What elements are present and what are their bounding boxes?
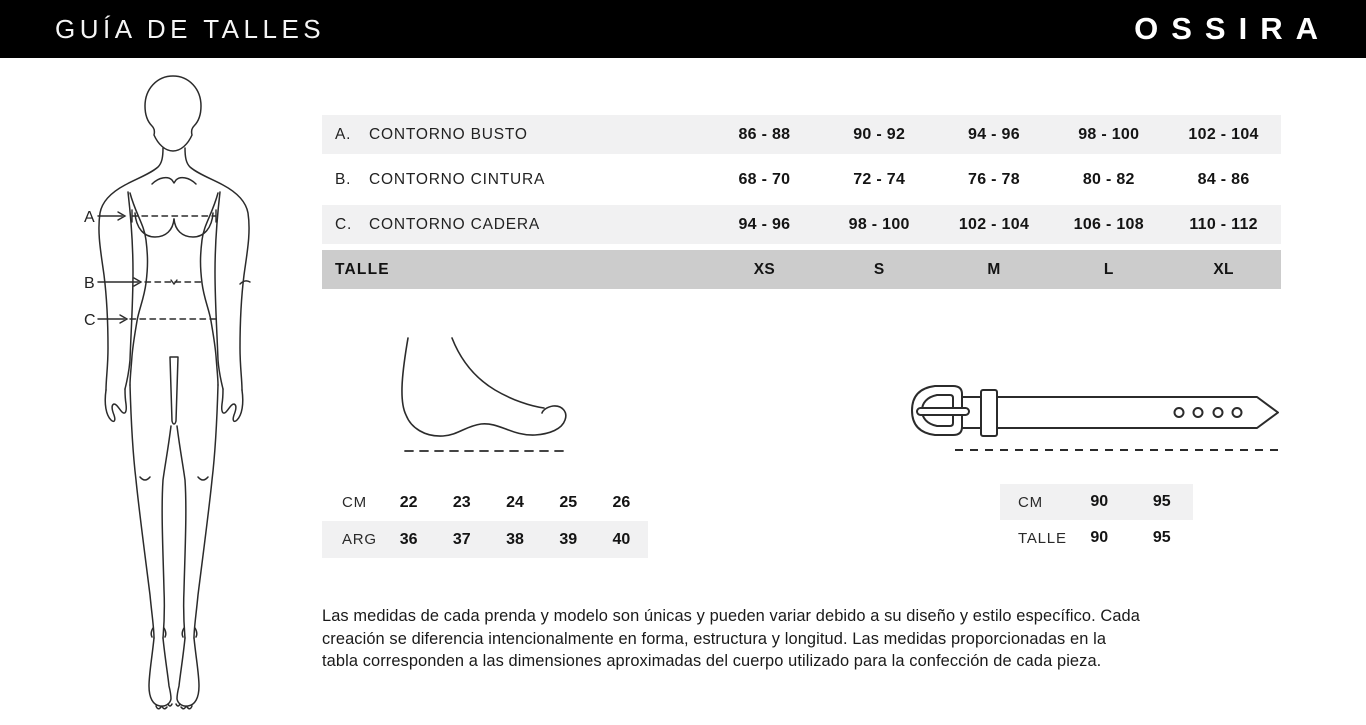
cell-value: 102 - 104 <box>1188 125 1259 143</box>
cell-value: 95 <box>1152 493 1171 510</box>
shoe-size-table <box>322 484 648 558</box>
belt-hole <box>1175 408 1184 417</box>
row-label: TALLE <box>1018 529 1067 547</box>
cell-value: 76 - 78 <box>968 170 1020 188</box>
cell-value: 68 - 70 <box>738 170 791 188</box>
disclaimer-line: tabla corresponden a las dimensiones aproximadas del cuerpo utilizado para la confección de cada pieza. <box>322 652 1102 670</box>
cell-value: 90 - 92 <box>853 125 906 143</box>
size-cell: XL <box>1213 260 1234 278</box>
shoe-row-arg <box>322 521 648 558</box>
cell-value: 95 <box>1152 529 1171 546</box>
belt-hole <box>1214 408 1223 417</box>
row-label: ARG <box>342 531 377 548</box>
cell-value: 94 - 96 <box>968 125 1020 143</box>
bust-arrow <box>98 212 125 220</box>
cell-value: 90 <box>1090 529 1109 546</box>
body-figure-illustration <box>40 60 300 720</box>
belt-hole <box>1194 408 1203 417</box>
size-cell: M <box>987 260 1001 278</box>
marker-c-label: C <box>84 312 96 329</box>
cell-value: 37 <box>452 530 471 548</box>
figure-head <box>145 76 201 151</box>
page-title: GUÍA DE TALLES <box>55 13 326 44</box>
cell-value: 102 - 104 <box>958 215 1030 233</box>
brand-logo: OSSIRA <box>1134 11 1331 46</box>
size-cell: XS <box>753 260 776 278</box>
table-row-waist <box>322 160 1281 199</box>
cell-value: 24 <box>506 493 524 511</box>
marker-b-label: B <box>84 275 95 292</box>
belt-illustration <box>905 380 1290 458</box>
cell-value: 26 <box>612 493 631 511</box>
disclaimer-text <box>322 605 1282 673</box>
belt-prong <box>917 408 969 415</box>
size-cell: L <box>1103 260 1114 278</box>
size-cell: S <box>873 260 885 278</box>
row-label: A. CONTORNO BUSTO <box>335 125 528 143</box>
cell-value: 36 <box>399 530 418 548</box>
belt-hole <box>1233 408 1242 417</box>
cell-value: 80 - 82 <box>1082 170 1135 188</box>
disclaimer-line: creación se diferencia intencionalmente en forma, estructura y longitud. Las medidas proporcionadas en la <box>322 629 1107 648</box>
shoe-row-cm <box>322 484 648 521</box>
cell-value: 40 <box>612 530 631 548</box>
cell-value: 110 - 112 <box>1189 215 1258 233</box>
cell-value: 38 <box>506 530 524 548</box>
row-label: CM <box>1018 493 1043 511</box>
cell-value: 90 <box>1090 493 1109 510</box>
row-label: C. CONTORNO CADERA <box>335 215 541 233</box>
foot-illustration <box>395 333 580 461</box>
table-row-size <box>322 250 1281 289</box>
belt-row-cm <box>1000 484 1193 520</box>
row-label: B. CONTORNO CINTURA <box>335 170 546 188</box>
cell-value: 106 - 108 <box>1073 215 1144 233</box>
cell-value: 22 <box>399 493 418 511</box>
table-row-hip <box>322 205 1281 244</box>
cell-value: 72 - 74 <box>853 170 906 188</box>
belt-size-table <box>1000 484 1193 556</box>
row-label: TALLE <box>335 260 390 278</box>
disclaimer-line: Las medidas de cada prenda y modelo son únicas y pueden variar debido a su diseño y estilo específico. Cada <box>322 607 1140 625</box>
cell-value: 25 <box>559 493 578 511</box>
belt-keeper <box>981 390 997 436</box>
row-label: CM <box>342 494 367 511</box>
cell-value: 39 <box>559 530 578 548</box>
cell-value: 94 - 96 <box>738 215 791 233</box>
header-bar <box>0 0 1366 58</box>
measurements-table <box>322 115 1281 289</box>
hip-arrow <box>98 315 127 323</box>
belt-strap <box>962 397 1278 428</box>
cell-value: 86 - 88 <box>738 125 791 143</box>
cell-value: 84 - 86 <box>1197 170 1250 188</box>
cell-value: 98 - 100 <box>1078 125 1140 143</box>
table-row-bust <box>322 115 1281 154</box>
marker-a-label: A <box>84 209 95 226</box>
belt-row-talle <box>1000 520 1193 556</box>
cell-value: 23 <box>452 493 471 511</box>
cell-value: 98 - 100 <box>848 215 910 233</box>
